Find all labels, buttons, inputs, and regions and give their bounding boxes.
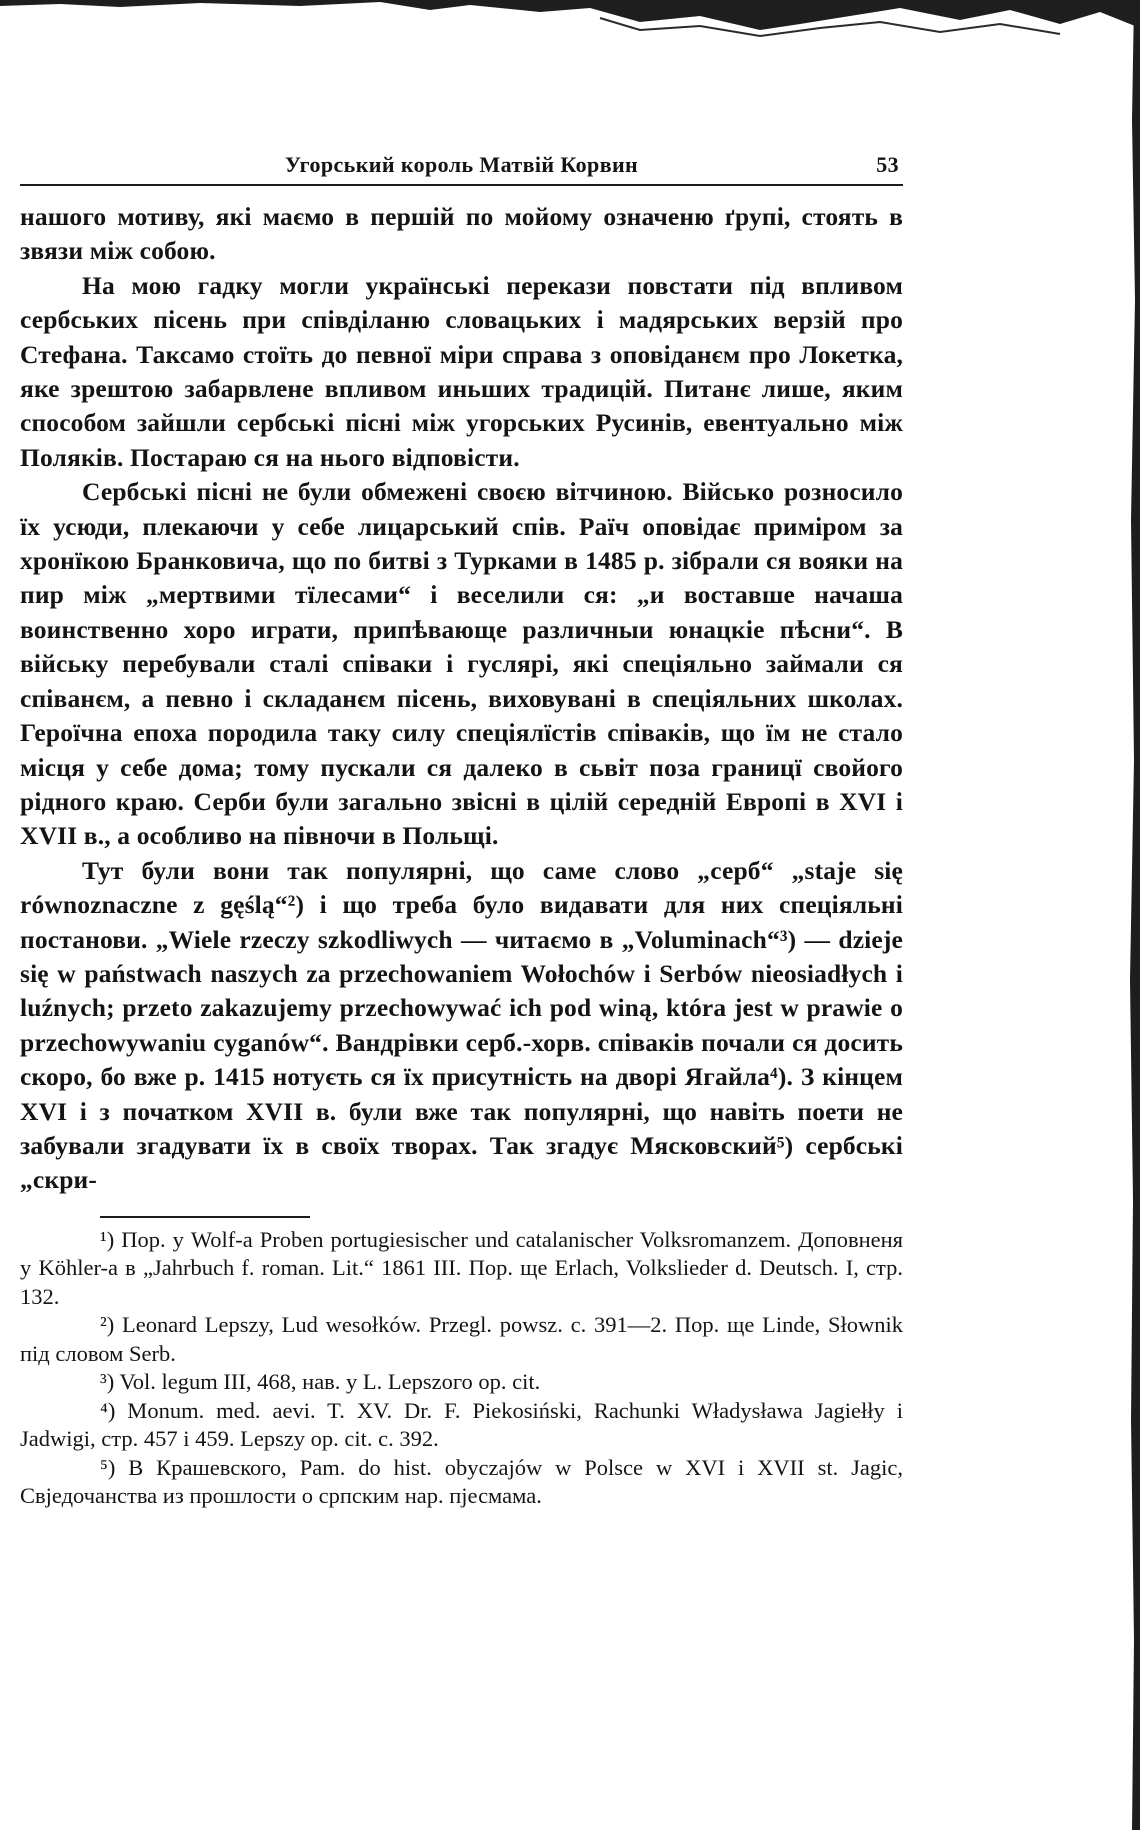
page (20, 150, 903, 1511)
paragraph-4: Тут були вони так популярні, що саме слово „серб“ „staje się równoznaczne z gęślą“²) і що треба було видавати для них спеціяльні постанови. „Wiele rzeczy szkodliwych — читаємо в „Voluminach“³) — dzieje się w państwach naszych za przechowaniem Wołochów i Serbów nieosiadłych i luźnych; przeto zakazujemy przechowywać ich pod winą, która jest w prawie o przechowywaniu cyganów“. Вандрівки серб.-хорв. співаків почали ся досить скоро, бо вже р. 1415 нотуєть ся їх присутність на дворі Ягайла⁴). З кінцем XVI і з початком XVII в. були вже так популярні, що навіть поети не забували згадувати їх в своїх творах. Так згадує Мясковский⁵) сербські „скри- (20, 855, 903, 1195)
running-title: Угорський король Матвій Корвин (284, 152, 639, 177)
running-head (20, 150, 903, 186)
paragraph-2: На мою гадку могли українські перекази повстати під впливом сербських пісень при співділаню словацьких і мадярських верзій про Стефана. Таксамо стоїть до певної міри справа з оповіданєм про Локетка, яке зрештою забарвлене впливом иньших традицій. Питанє лише, яким способом зайшли сербські пісні між угорських Русинів, евентуально між Поляків. Постараю ся на нього відповісти. (20, 270, 903, 472)
scan-right-edge (1120, 0, 1140, 1830)
scan-top-edge (0, 0, 1140, 56)
paragraph-1: нашого мотиву, які маємо в першій по мойому означеню ґрупі, стоять в звязи між собою. (20, 202, 903, 266)
footnote-3: ³) Vol. legum III, 468, нав. у L. Lepszого op. cit. (100, 1369, 541, 1395)
footnotes (20, 1226, 903, 1511)
footnote-5: ⁵) В Крашевского, Pam. do hist. obyczajów w Polsce w XVI i XVII st. Jagic, Свједочанства из прошлости о српским нар. пјесмама. (20, 1454, 903, 1509)
paragraph-3: Сербські пісні не були обмежені своєю вітчиною. Військо розносило їх усюди, плекаючи у себе лицарський спів. Раїч оповідає приміром за хронїкою Бранковича, що по битві з Турками в 1485 р. зібрали ся вояки на пир між „мертвими тїлесами“ і веселили ся: „и воставше начаша воинственно хоро играти, припѣвающе различныи юнацкіе пѣсни“. В війську перебували сталі співаки і гуслярі, які спеціяльно займали ся співанєм, а певно і складанєм пісень, виховувані в спеціяльних школах. Героїчна епоха породила таку силу спеціялїстів співаків, що їм не стало місця у себе дома; тому пускали ся далеко в сьвіт поза границї свойого рідного краю. Серби були загально звісні в цілій середній Европі в XVI і XVII в., а особливо на півночи в Польщі. (20, 477, 903, 851)
footnote-4: ⁴) Monum. med. aevi. T. XV. Dr. F. Piekosiński, Rachunki Władysława Jagiełły i Jadwigi, стр. 457 і 459. Lepszy op. cit. c. 392. (20, 1397, 903, 1452)
page-number: 53 (876, 152, 899, 177)
footnote-1: ¹) Пор. у Wolf-а Proben portugiesischer und catalanischer Volksromanzem. Доповненя у Köhler-а в „Jahrbuch f. roman. Lit.“ 1861 III. Пор. ще Erlach, Volkslieder d. Deutsch. I, стр. 132. (20, 1226, 903, 1309)
footnote-2: ²) Leonard Lepszy, Lud wesołków. Przegl. powsz. c. 391—2. Пор. ще Linde, Słownik під словом Serb. (20, 1312, 903, 1366)
body-text (20, 200, 903, 1198)
footnote-rule (100, 1216, 310, 1218)
